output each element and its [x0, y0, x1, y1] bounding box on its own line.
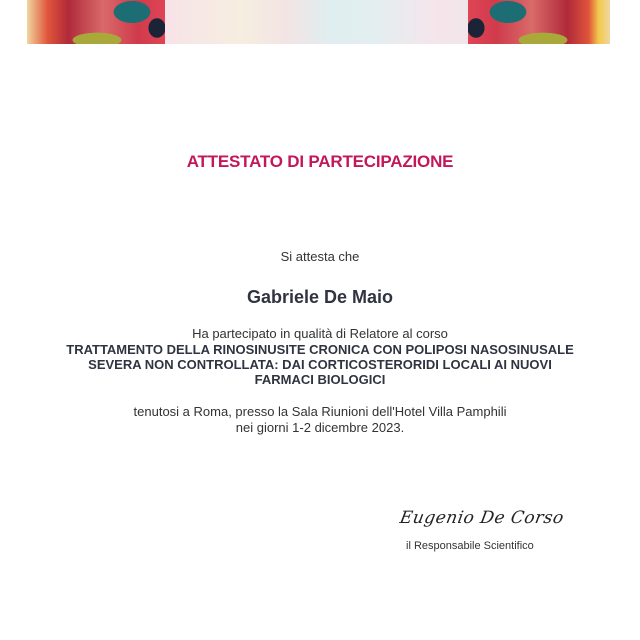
- banner-art-center: [165, 0, 468, 44]
- intro-text: Si attesta che: [280, 249, 360, 264]
- recipient-name: Gabriele De Maio: [246, 287, 394, 307]
- role-line: Ha partecipato in qualità di Relatore al corso: [192, 326, 448, 341]
- date-line: nei giorni 1-2 dicembre 2023.: [235, 420, 405, 435]
- event-details: [0, 404, 640, 436]
- course-title: TRATTAMENTO DELLA RINOSINUSITE CRONICA CON POLIPOSI NASOSINUSALE SEVERA NON CONTROLLATA: DAI CORTICOSTERORIDI LOCALI AI NUOVI FARMACI BIOLOGICI: [66, 342, 574, 387]
- location-line: tenutosi a Roma, presso la Sala Riunioni dell'Hotel Villa Pamphili: [133, 404, 507, 419]
- banner-art-left: [27, 0, 165, 44]
- decorative-banner: [27, 0, 610, 44]
- signature-caption: il Responsabile Scientifico: [406, 540, 534, 552]
- certificate-title: ATTESTATO DI PARTECIPAZIONE: [186, 152, 454, 171]
- signature: Eugenio De Corso: [398, 508, 566, 528]
- banner-art-right: [468, 0, 610, 44]
